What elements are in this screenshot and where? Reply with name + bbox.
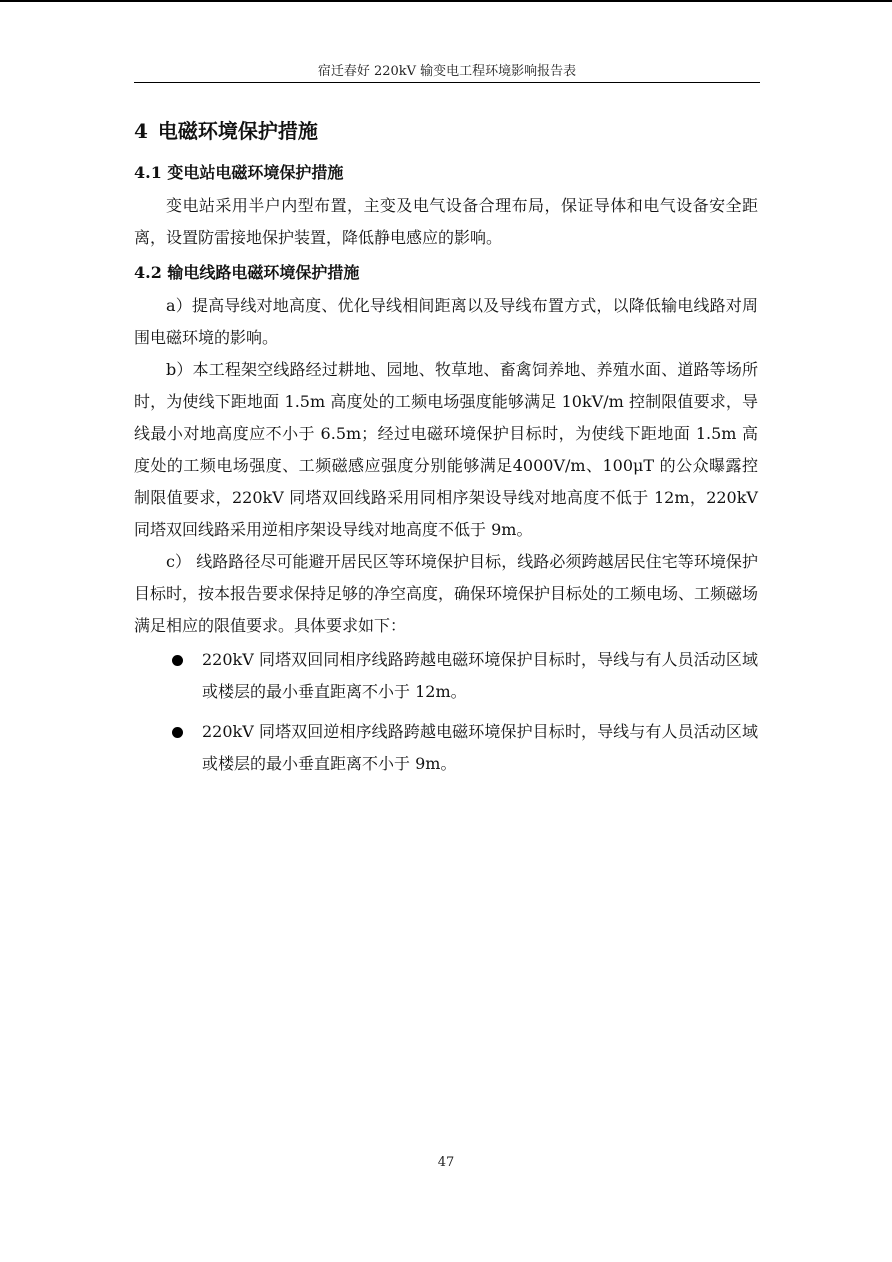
document-body <box>134 114 758 788</box>
bullet-icon <box>172 655 183 666</box>
paragraph-measure-b: b）本工程架空线路经过耕地、园地、牧草地、畜禽饲养地、养殖水面、道路等场所时，为使线下距地面 1.5m 高度处的工频电场强度能够满足 10kV/m 控制限值要求，导线最小对地高度应不小于 6.5m；经过电磁环境保护目标时，为使线下距地面 1.5m 高度处的工频电场强度、工频磁感应强度分别能够满足4000V/m、100μT 的公众曝露控制限值要求，220kV 同塔双回线路采用同相序架设导线对地高度不低于 12m，220kV 同塔双回线路采用逆相序架设导线对地高度不低于 9m。 <box>134 360 758 539</box>
list-item-text: 220kV 同塔双回逆相序线路跨越电磁环境保护目标时，导线与有人员活动区域或楼层的最小垂直距离不小于 9m。 <box>202 722 758 773</box>
bullet-icon <box>172 727 183 738</box>
paragraph-measure-a: a）提高导线对地高度、优化导线相间距离以及导线布置方式，以降低输电线路对周围电磁环境的影响。 <box>134 296 758 347</box>
header-rule <box>134 82 760 83</box>
running-header: 宿迁春好 220kV 输变电工程环境影响报告表 <box>317 64 577 79</box>
subsection-heading-4-1: 4.1 变电站电磁环境保护措施 <box>134 163 344 182</box>
requirements-list <box>134 644 758 780</box>
page-number: 47 <box>437 1155 455 1170</box>
page-top-edge <box>0 0 892 2</box>
subsection-heading-4-2: 4.2 输电线路电磁环境保护措施 <box>134 263 360 282</box>
paragraph-measure-c: c） 线路路径尽可能避开居民区等环境保护目标，线路必须跨越居民住宅等环境保护目标时，按本报告要求保持足够的净空高度，确保环境保护目标处的工频电场、工频磁场满足相应的限值要求。具体要求如下： <box>134 552 759 635</box>
section-title: 电磁环境保护措施 <box>157 119 318 143</box>
list-item <box>134 716 758 780</box>
section-number: 4 <box>134 119 148 143</box>
paragraph-substation-measures: 变电站采用半户内型布置，主变及电气设备合理布局，保证导体和电气设备安全距离，设置防雷接地保护装置，降低静电感应的影响。 <box>134 196 758 247</box>
list-item <box>134 644 758 708</box>
list-item-text: 220kV 同塔双回同相序线路跨越电磁环境保护目标时，导线与有人员活动区域或楼层的最小垂直距离不小于 12m。 <box>202 650 758 701</box>
section-heading <box>134 114 758 148</box>
